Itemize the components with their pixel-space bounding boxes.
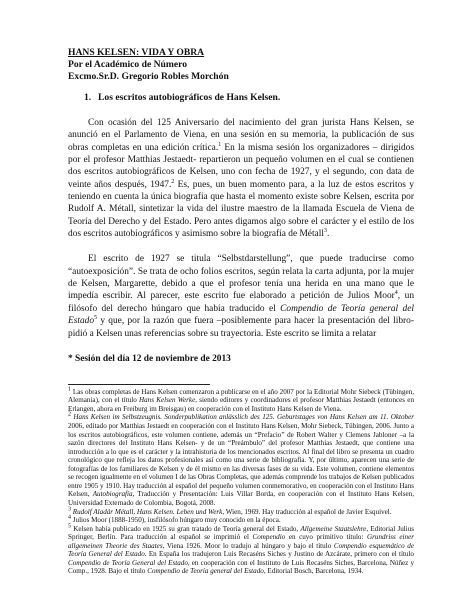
footnote-4 xyxy=(68,516,414,525)
section-number: 1. xyxy=(84,92,92,103)
footnote-text: Julios Moor (1888-1950), iusfilósofo húngaro muy conocido en la época. xyxy=(71,516,281,525)
footnote-text: , en cooperación con el Instituto de Luis Recaséns Siches, Barcelona, Núñez y Comp., 1928. Bajo el título xyxy=(68,558,414,576)
footnote-text: , Editorial Julius Springer, Berlín. Para traducción al español se imprimió el xyxy=(68,524,414,542)
footnote-text: , Wien, 1969. Hay traducción al español de Javier Esquivel. xyxy=(222,507,392,516)
paragraph-2 xyxy=(68,253,414,339)
document-header xyxy=(68,47,414,83)
footnote-divider xyxy=(68,384,210,385)
footnote-italic: Compendio esquemático de Teoría General del Estado xyxy=(68,541,414,559)
footnote-number: 4 xyxy=(68,514,71,521)
footnote-ref[interactable]: 2 xyxy=(171,178,175,185)
footnote-text: 2006, editado por Matthias Jestaedt en cooperación con el Instituto Hans Kelsen, Mohr Siebeck, Tübingen, 2006. Junto a los escritos autobiográficos, este volumen contiene, además un “Prefacio” de Robert Walter y Clemens Jabloner –a la sazón directores del Instituto Hans Kelsen- y de un “Preámbulo” del profesor Matthias Jestaedt, que contiene una introducción a lo que es el carácter y la intrahistoria de los mencionados escritos. Al final del libro se presenta un cuadro cronológico que refleja los datos profesionales así como una serie de bibliografía. Y, por último, aparecen una serie de fotografías de los familiares de Kelsen y de él mismo en las diversas fases de su vida. Este volumen, contiene elementos se recogen igualmente en el volumen I de las Obras Completas, que además comprende los trabajos de Kelsen publicados entre 1905 y 1910. Hay traducción al español del pequeño volumen conmemorativo, en cooperación con el Instituto Hans Kelsen, xyxy=(68,422,414,499)
footnote-text: , siendo editores y coordinadores el profesor Matthias Jestaedt (entonces en Erlangen, ahora en Freiburg im Breisgau) en cooperación con el Instituto Hans Kelsen de Viena. xyxy=(68,396,414,413)
footnote-italic: Compendio xyxy=(252,533,286,542)
footnote-italic: Hans Kelsen im Selbstzeugnis. Sonderpublikation anlässlich des 125. Geburtstages von Hans Kelsen am 11. Oktober xyxy=(73,413,414,422)
paragraph-text: El escrito de 1927 se titula “Selbstdarstellung”, que puede traducirse como “autoexposición”. Se trata de ocho folios escritos, según relata la carta adjunta, por la mujer de Kelsen, Margarette, debido a que el profesor tenía una herida en una mano que le impedía escribir. Al parecer, este escrito fue elaborado a petición de Julios Moor xyxy=(68,254,414,302)
footnote-5 xyxy=(68,525,414,576)
footnote-3 xyxy=(68,508,414,517)
footnote-italic: Grundriss einer allgemeinen Theorie des Staates xyxy=(68,533,414,550)
footnote-text: , Traducción y Presentación: Luis Villar Borda, en cooperación con el Instituto Hans Kelsen, Universidad Externado de Colombia, Bogotá, 2008. xyxy=(68,490,414,507)
footnote-number: 1 xyxy=(68,386,71,393)
paragraph-text: y que, por la razón que fuera –posiblemente para hacer la presentación del libro- pidió a Kelsen unas referencias sobre su trayectoria. Este escrito se limita a relatar xyxy=(68,316,414,339)
document-title: HANS KELSEN: VIDA Y OBRA xyxy=(68,47,205,58)
footnote-number: 3 xyxy=(68,506,71,513)
footnote-2 xyxy=(68,413,414,507)
footnote-italic: Compendio de Teoría general del Estado xyxy=(147,567,264,576)
paragraph-1 xyxy=(68,117,414,240)
footnote-italic: Compendio de Teoría General del Estado xyxy=(68,558,188,567)
footnote-text: , Editorial Bosch, Barcelona, 1934. xyxy=(263,567,364,576)
footnote-text: . En España los tradujeron Luis Recaséns Siches y Justino de Azcárate, primero con el título xyxy=(144,550,414,559)
footnote-italic: Rudolf Aladár Métall, Hans Kelsen. Leben und Werk xyxy=(72,507,223,516)
paragraph-text: . xyxy=(326,229,330,240)
author-role: Por el Académico de Número xyxy=(68,59,188,70)
session-note: * Sesión del día 12 de noviembre de 2013 xyxy=(68,353,231,364)
book-title: Compendio de Teoría general del Estado xyxy=(68,303,415,327)
paragraph-text: Con ocasión del 125 Aniversario del nacimiento del gran jurista Hans Kelsen, se anunció en el Parlamento de Viena, en una sesión en su memoria, la publicación de sus obras completas en una edición crítica. xyxy=(68,118,414,153)
footnote-ref[interactable]: 3 xyxy=(323,227,327,234)
footnote-ref[interactable]: 4 xyxy=(394,290,398,297)
section-title: Los escritos autobiográficos de Hans Kelsen. xyxy=(98,92,281,103)
footnote-number: 2 xyxy=(68,412,71,419)
footnote-ref[interactable]: 5 xyxy=(94,315,98,322)
footnote-text: , Viena 1926. Moor lo tradujo al húngaro y bajo el título xyxy=(162,541,334,550)
footnote-italic: Autobiografía xyxy=(92,490,133,499)
footnote-italic: Allgemeine Staatslehre xyxy=(300,524,367,533)
author-name: Excmo.Sr.D. Gregorio Robles Morchón xyxy=(68,71,229,82)
section-heading xyxy=(68,92,414,103)
footnote-1 xyxy=(68,388,414,414)
footnote-italic: Hans Kelsen Werke xyxy=(139,396,196,405)
footnote-text: Kelsen había publicado en 1925 su gran tratado de Teoría general del Estado, xyxy=(71,524,301,533)
paragraph-text: , un filósofo del derecho húngaro que había traducido el xyxy=(68,291,415,314)
footnote-ref[interactable]: 1 xyxy=(218,141,222,148)
paragraph-text: En la misma sesión los organizadores – dirigidos por el profesor Matthias Jestaedt- repartieron un pequeño volumen en el cual se contienen dos escritos autobiográficos de Kelsen, uno con fecha de 1927, y el segundo, con data de veinte años después, 1947. xyxy=(68,142,414,190)
footnote-text: Las obras completas de Hans Kelsen comenzaron a publicarse en el año 2007 por la Editorial Mohr Siebeck (Tübingen, Alemania), con el título xyxy=(68,387,414,405)
paragraph-text: Es, pues, un buen momento para, a la luz de estos escritos y teniendo en cuenta la única biografía que hasta el momento existe sobre Kelsen, escrita por Rudolf A. Métall, sintetizar la vida del ilustre maestro de la llamada Escuela de Viena de Teoría del Derecho y del Estado. Pero antes digamos algo sobre el carácter y el estilo de los dos escritos autobiográficos y asimismo sobre la biografía de Métall xyxy=(68,179,414,240)
footnote-number: 5 xyxy=(68,523,71,530)
footnote-text: en cuyo primitivo título: xyxy=(285,533,368,542)
